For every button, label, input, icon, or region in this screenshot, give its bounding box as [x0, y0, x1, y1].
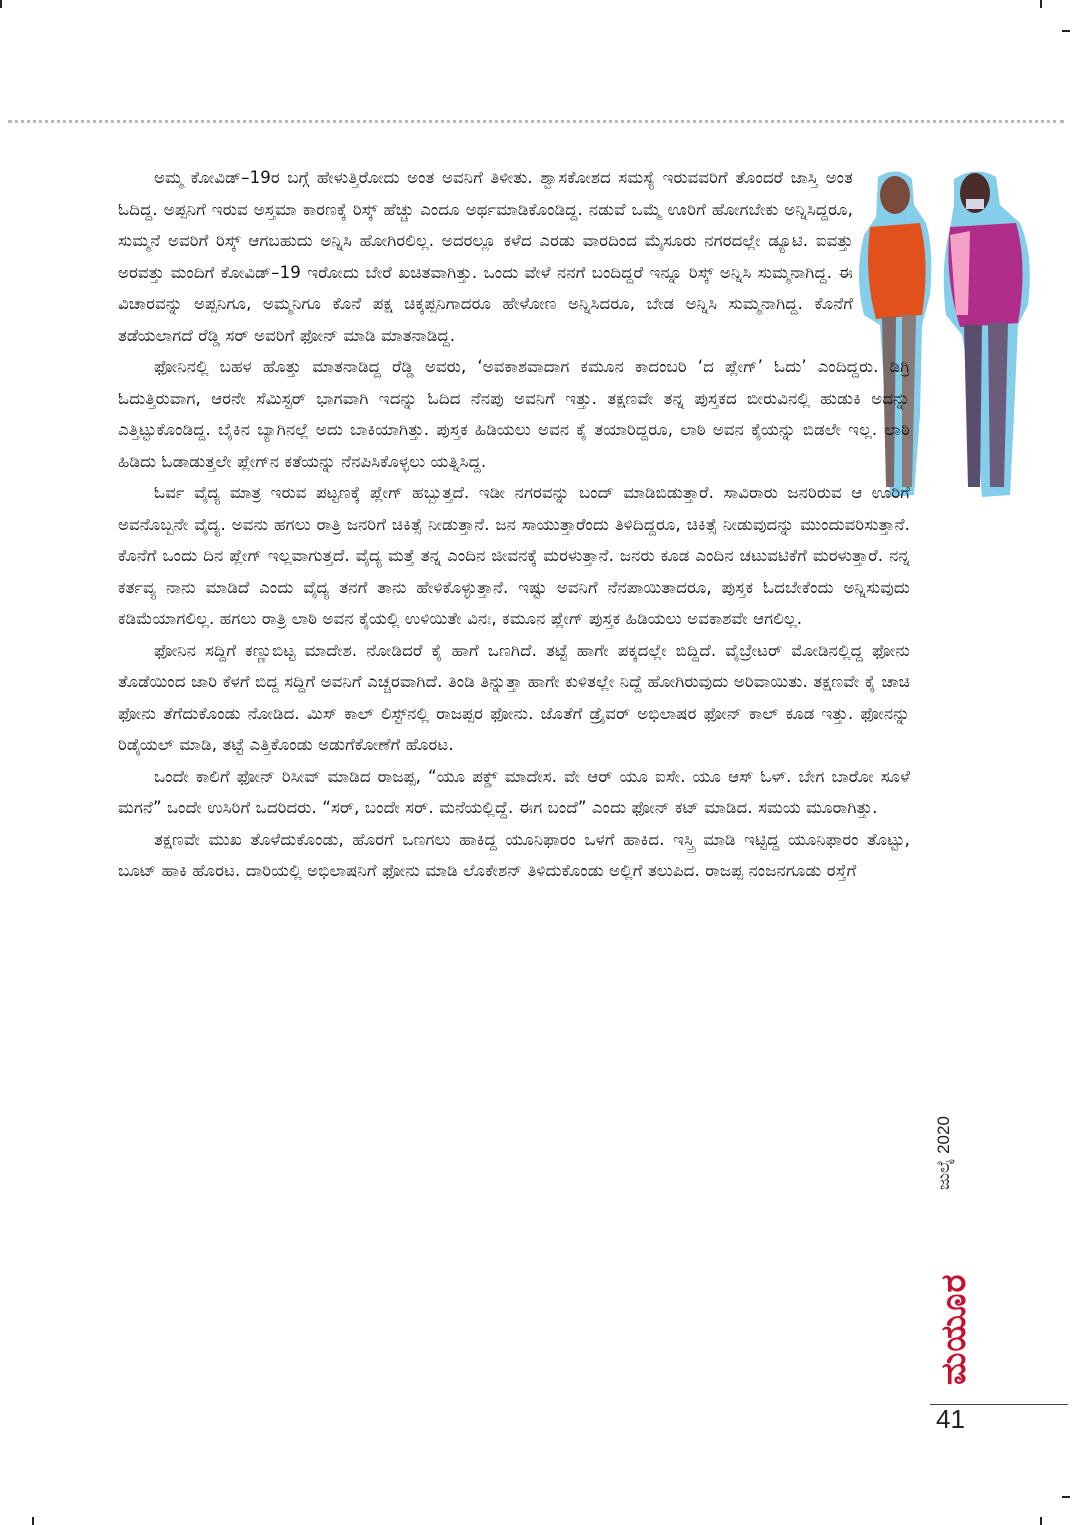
paragraph-6: ತಕ್ಷಣವೇ ಮುಖ ತೊಳೆದುಕೊಂಡು, ಹೊರಗೆ ಒಣಗಲು ಹಾಕಿದ್ದ ಯೂನಿಫಾರಂ ಒಳಗೆ ಹಾಕಿದ. ಇಸ್ತ್ರಿ ಮಾಡಿ ಇಟ್ಟಿದ್ದ ಯೂನಿಫಾರಂ ತೊಟ್ಟು, ಬೂಟ್ ಹಾಕಿ ಹೊರಟ. ದಾರಿಯಲ್ಲಿ ಅಭಿಲಾಷನಿಗೆ ಫೋನು ಮಾಡಿ ಲೊಕೇಶನ್ ತಿಳಿದುಕೊಂಡು ಅಲ್ಲಿಗೆ ತಲುಪಿದ. ರಾಜಪ್ಪ ನಂಜನಗೂಡು ರಸ್ತೆಗೆ	[118, 829, 910, 880]
paragraph-5: ಒಂದೇ ಕಾಲಿಗೆ ಫೋನ್ ರಿಸೀವ್ ಮಾಡಿದ ರಾಜಪ್ಪ, “ಯೂ ಪಕ್ಡ್ ಮಾದೇಸ. ವೇ ಆರ್ ಯೂ ಐಸೇ. ಯೂ ಆಸ್ ಓಳ್. ಬೇಗ ಬಾರೋ ಸೂಳೆ ಮಗನೆ” ಒಂದೇ ಉಸಿರಿಗೆ ಒದರಿದರು. “ಸರ್, ಬಂದೇ ಸರ್. ಮನೆಯಲ್ಲಿದ್ದೆ. ಈಗ ಬಂದೆ” ಎಂದು ಫೋನ್ ಕಟ್ ಮಾಡಿದ. ಸಮಯ ಮೂರಾಗಿತ್ತು.	[118, 766, 910, 817]
crop-mark-top-right	[1040, 0, 1042, 8]
paragraph-4: ಫೋನಿನ ಸದ್ದಿಗೆ ಕಣ್ಣುಬಿಟ್ಟ ಮಾದೇಶ. ನೋಡಿದರೆ ಕೈ ಹಾಗೆ ಒಣಗಿದೆ. ತಟ್ಟೆ ಹಾಗೇ ಪಕ್ಕದಲ್ಲೇ ಬಿದ್ದಿದೆ. ವೈಬ್ರೇಟರ್ ಮೋಡಿನಲ್ಲಿದ್ದ ಫೋನು ತೊಡೆಯಿಂದ ಜಾರಿ ಕೆಳಗೆ ಬಿದ್ದ ಸದ್ದಿಗೆ ಅವನಿಗೆ ಎಚ್ಚರವಾಗಿದೆ. ತಿಂಡಿ ತಿನ್ನುತ್ತಾ ಹಾಗೇ ಕುಳಿತಲ್ಲೇ ನಿದ್ದೆ ಹೋಗಿರುವುದು ಅರಿವಾಯಿತು. ತಕ್ಷಣವೇ ಕೈ ಚಾಚಿ ಫೋನು ತೆಗೆದುಕೊಂಡು ನೋಡಿದ. ಮಿಸ್ ಕಾಲ್ ಲಿಸ್ಟ್‌ನಲ್ಲಿ ರಾಜಪ್ಪರ ಫೋನು. ಜೊತೆಗೆ ಡ್ರೈವರ್ ಅಭಿಲಾಷರ ಫೋನ್ ಕಾಲ್ ಕೂಡ ಇತ್ತು. ಫೋನನ್ನು ರಿಡೈಯಲ್ ಮಾಡಿ, ತಟ್ಟೆ ಎತ್ತಿಕೊಂಡು ಅಡುಗೆಕೋಣೆಗೆ ಹೊರಟ.	[118, 640, 910, 754]
magazine-logo: ಮಯೂರ	[934, 1273, 974, 1385]
paragraph-3: ಓರ್ವ ವೈದ್ಯ ಮಾತ್ರ ಇರುವ ಪಟ್ಟಣಕ್ಕೆ ಪ್ಲೇಗ್ ಹಬ್ಬುತ್ತದೆ. ಇಡೀ ನಗರವನ್ನು ಬಂದ್ ಮಾಡಿಬಿಡುತ್ತಾರೆ. ಸಾವಿರಾರು ಜನರಿರುವ ಆ ಊರಿಗೆ ಅವನೊಬ್ಬನೇ ವೈದ್ಯ. ಅವನು ಹಗಲು ರಾತ್ರಿ ಜನರಿಗೆ ಚಿಕಿತ್ಸೆ ನೀಡುತ್ತಾನೆ. ಜನ ಸಾಯುತ್ತಾರೆಂದು ತಿಳಿದಿದ್ದರೂ, ಚಿಕಿತ್ಸೆ ನೀಡುವುದನ್ನು ಮುಂದುವರಿಸುತ್ತಾನೆ. ಕೊನೆಗೆ ಒಂದು ದಿನ ಪ್ಲೇಗ್ ಇಲ್ಲವಾಗುತ್ತದೆ. ವೈದ್ಯ ಮತ್ತೆ ತನ್ನ ಎಂದಿನ ಜೀವನಕ್ಕೆ ಮರಳುತ್ತಾನೆ. ಜನರು ಕೂಡ ಎಂದಿನ ಚಟುವಟಿಕೆಗೆ ಮರಳುತ್ತಾರೆ. ನನ್ನ ಕರ್ತವ್ಯ ನಾನು ಮಾಡಿದೆ ಎಂದು ವೈದ್ಯ ತನಗೆ ತಾನು ಹೇಳಿಕೊಳ್ಳುತ್ತಾನೆ. ಇಷ್ಟು ಅವನಿಗೆ ನೆನಪಾಯಿತಾದರೂ, ಪುಸ್ತಕ ಓದಬೇಕೆಂದು ಅನ್ನಿಸುವುದು ಕಡಿಮೆಯಾಗಲಿಲ್ಲ. ಹಗಲು ರಾತ್ರಿ ಲಾಠಿ ಅವನ ಕೈಯಲ್ಲಿ ಉಳಿಯಿತೇ ವಿನಃ, ಕಮೂನ ಪ್ಲೇಗ್ ಪುಸ್ತಕ ಹಿಡಿಯಲು ಅವಕಾಶವೇ ಆಗಲಿಲ್ಲ.	[118, 483, 910, 628]
crop-mark-top-left	[0, 0, 2, 8]
article-body	[118, 162, 910, 887]
paragraph-1: ಅಮ್ಮ ಕೋವಿಡ್–19ರ ಬಗ್ಗೆ ಹೇಳುತ್ತಿರೋದು ಅಂತ ಅವನಿಗೆ ತಿಳೀತು. ಶ್ವಾಸಕೋಶದ ಸಮಸ್ಯೆ ಇರುವವರಿಗೆ ತೊಂದರೆ ಜಾಸ್ತಿ ಅಂತ ಓದಿದ್ದ. ಅಪ್ಪನಿಗೆ ಇರುವ ಅಸ್ತಮಾ ಕಾರಣಕ್ಕೆ ರಿಸ್ಕ್ ಹೆಚ್ಚು ಎಂದೂ ಅರ್ಥಮಾಡಿಕೊಂಡಿದ್ದ. ನಡುವೆ ಒಮ್ಮೆ ಊರಿಗೆ ಹೋಗಬೇಕು ಅನ್ನಿಸಿದ್ದರೂ, ಸುಮ್ಮನೆ ಅವರಿಗೆ ರಿಸ್ಕ್ ಆಗಬಹುದು ಅನ್ನಿಸಿ ಹೋಗಿರಲಿಲ್ಲ. ಅದರಲ್ಲೂ ಕಳೆದ ಎರಡು ವಾರದಿಂದ ಮೈಸೂರು ನಗರದಲ್ಲೇ ಡ್ಯೂಟಿ. ಐವತ್ತು ಅರವತ್ತು ಮಂದಿಗೆ ಕೋವಿಡ್–19 ಇರೋದು ಬೇರೆ ಖಚಿತವಾಗಿತ್ತು. ಒಂದು ವೇಳೆ ನನಗೆ ಬಂದಿದ್ದರೆ ಇನ್ನೂ ರಿಸ್ಕ್ ಅನ್ನಿಸಿ ಸುಮ್ಮನಾಗಿದ್ದ. ಈ ವಿಚಾರವನ್ನು ಅಪ್ಪನಿಗೂ, ಅಮ್ಮನಿಗೂ ಕೊನೆ ಪಕ್ಷ ಚಿಕ್ಕಪ್ಪನಿಗಾದರೂ ಹೇಳೋಣ ಅನ್ನಿಸಿದರೂ, ಬೇಡ ಅನ್ನಿಸಿ ಸುಮ್ಮನಾಗಿದ್ದ. ಕೊನೆಗೆ ತಡೆಯಲಾಗದೆ ರೆಡ್ಡಿ ಸರ್ ಅವರಿಗೆ ಫೋನ್ ಮಾಡಿ ಮಾತನಾಡಿದ್ದ.	[118, 168, 853, 345]
paragraph-2: ಫೋನಿನಲ್ಲಿ ಬಹಳ ಹೊತ್ತು ಮಾತನಾಡಿದ್ದ ರೆಡ್ಡಿ ಅವರು, ‘ಅವಕಾಶವಾದಾಗ ಕಮೂನ ಕಾದಂಬರಿ ‘ದ ಪ್ಲೇಗ್’ ಓದು’ ಎಂದಿದ್ದರು. ಡಿಗ್ರಿ ಓದುತ್ತಿರುವಾಗ, ಆರನೇ ಸೆಮಿಸ್ಟರ್ ಭಾಗವಾಗಿ ಇದನ್ನು ಓದಿದ ನೆನಪು ಅವನಿಗೆ ಇತ್ತು. ತಕ್ಷಣವೇ ತನ್ನ ಪುಸ್ತಕದ ಬೀರುವಿನಲ್ಲಿ ಹುಡುಕಿ ಅದನ್ನು ಎತ್ತಿಟ್ಟುಕೊಂಡಿದ್ದ. ಬೈಕಿನ ಬ್ಯಾಗಿನಲ್ಲೆ ಅದು ಬಾಕಿಯಾಗಿತ್ತು. ಪುಸ್ತಕ ಹಿಡಿಯಲು ಅವನ ಕೈ ತಯಾರಿದ್ದರೂ, ಲಾಠಿ ಅವನ ಕೈಯನ್ನು ಬಿಡಲೇ ಇಲ್ಲ. ಲಾಠಿ ಹಿಡಿದು ಓಡಾಡುತ್ತಲೇ ಪ್ಲೇಗ್‌ನ ಕತೆಯನ್ನು ನೆನಪಿಸಿಕೊಳ್ಳಲು ಯತ್ನಿಸಿದ್ದ.	[118, 357, 910, 471]
crop-mark-bottom-left	[32, 1517, 34, 1525]
crop-mark-right-bottom	[1062, 1496, 1070, 1498]
crop-mark-bottom-right	[1040, 1517, 1042, 1525]
crop-mark-right-top	[1062, 30, 1070, 32]
header-dotted-rule	[8, 120, 1064, 123]
page-number: 41	[936, 1404, 965, 1434]
issue-date: ಜುಲೈ 2020	[934, 1116, 953, 1190]
